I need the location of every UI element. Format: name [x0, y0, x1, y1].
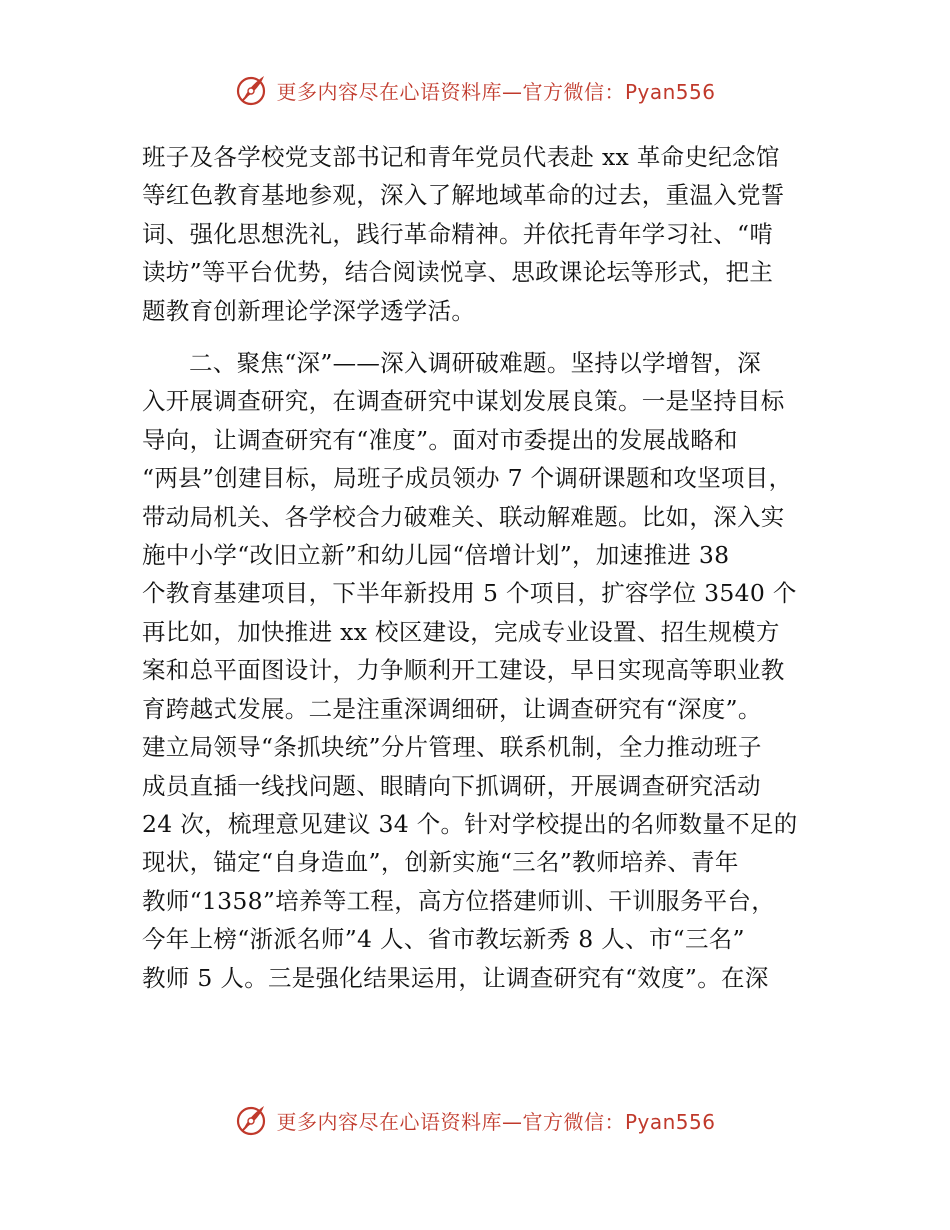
- text-line: 建立局领导“条抓块统”分片管理、联系机制，全力推动班子: [142, 733, 762, 762]
- text-line: 教师“1358”培养等工程，高方位搭建师训、干训服务平台，: [142, 886, 776, 915]
- footer-banner-text: 更多内容尽在心语资料库—官方微信：Pyan556: [276, 1109, 716, 1134]
- paragraph-2: [142, 344, 814, 997]
- text-line: 等红色教育基地参观，深入了解地域革命的过去，重温入党誓: [142, 181, 785, 210]
- text-line: 个教育基建项目，下半年新投用 5 个项目，扩容学位 3540 个: [142, 579, 797, 608]
- text-line: 现状，锚定“自身造血”，创新实施“三名”教师培养、青年: [142, 848, 739, 877]
- text-line: 班子及各学校党支部书记和青年党员代表赴 xx 革命史纪念馆: [142, 143, 780, 171]
- text-line: 再比如，加快推进 xx 校区建设，完成专业设置、招生规模方: [142, 617, 780, 646]
- quill-pen-logo-icon: [234, 1102, 270, 1138]
- header-banner-text: 更多内容尽在心语资料库—官方微信：Pyan556: [276, 79, 716, 104]
- text-line: 带动局机关、各学校合力破难关、联动解难题。比如，深入实: [142, 502, 785, 531]
- text-line: 案和总平面图设计，力争顺利开工建设，早日实现高等职业教: [142, 656, 785, 685]
- text-line: 24 次，梳理意见建议 34 个。针对学校提出的名师数量不足的: [142, 809, 798, 838]
- footer-banner: [0, 1100, 950, 1140]
- quill-pen-logo-icon: [234, 72, 270, 108]
- text-line: 入开展调查研究，在调查研究中谋划发展良策。一是坚持目标: [142, 387, 785, 416]
- text-line: 词、强化思想洗礼，践行革命精神。并依托青年学习社、“啃: [142, 219, 774, 248]
- text-line: 读坊”等平台优势，结合阅读悦享、思政课论坛等形式，把主: [142, 258, 774, 287]
- text-line: 教师 5 人。三是强化结果运用，让调查研究有“效度”。在深: [142, 963, 769, 992]
- header-banner: [0, 70, 950, 110]
- document-body: [142, 138, 814, 997]
- text-line: 今年上榜“浙派名师”4 人、省市教坛新秀 8 人、市“三名”: [142, 925, 745, 954]
- text-line: “两县”创建目标，局班子成员领办 7 个调研课题和攻坚项目，: [142, 464, 793, 493]
- text-line: 二、聚焦“深”——深入调研破难题。坚持以学增智，深: [189, 349, 762, 378]
- text-line: 成员直插一线找问题、眼睛向下抓调研，开展调查研究活动: [142, 771, 761, 800]
- text-line: 施中小学“改旧立新”和幼儿园“倍增计划”，加速推进 38: [142, 541, 730, 570]
- text-line: 导向，让调查研究有“准度”。面对市委提出的发展战略和: [142, 425, 738, 454]
- text-line: 题教育创新理论学深学透学活。: [142, 296, 476, 325]
- text-line: 育跨越式发展。二是注重深调细研，让调查研究有“深度”。: [142, 694, 762, 723]
- paragraph-1: [142, 138, 814, 330]
